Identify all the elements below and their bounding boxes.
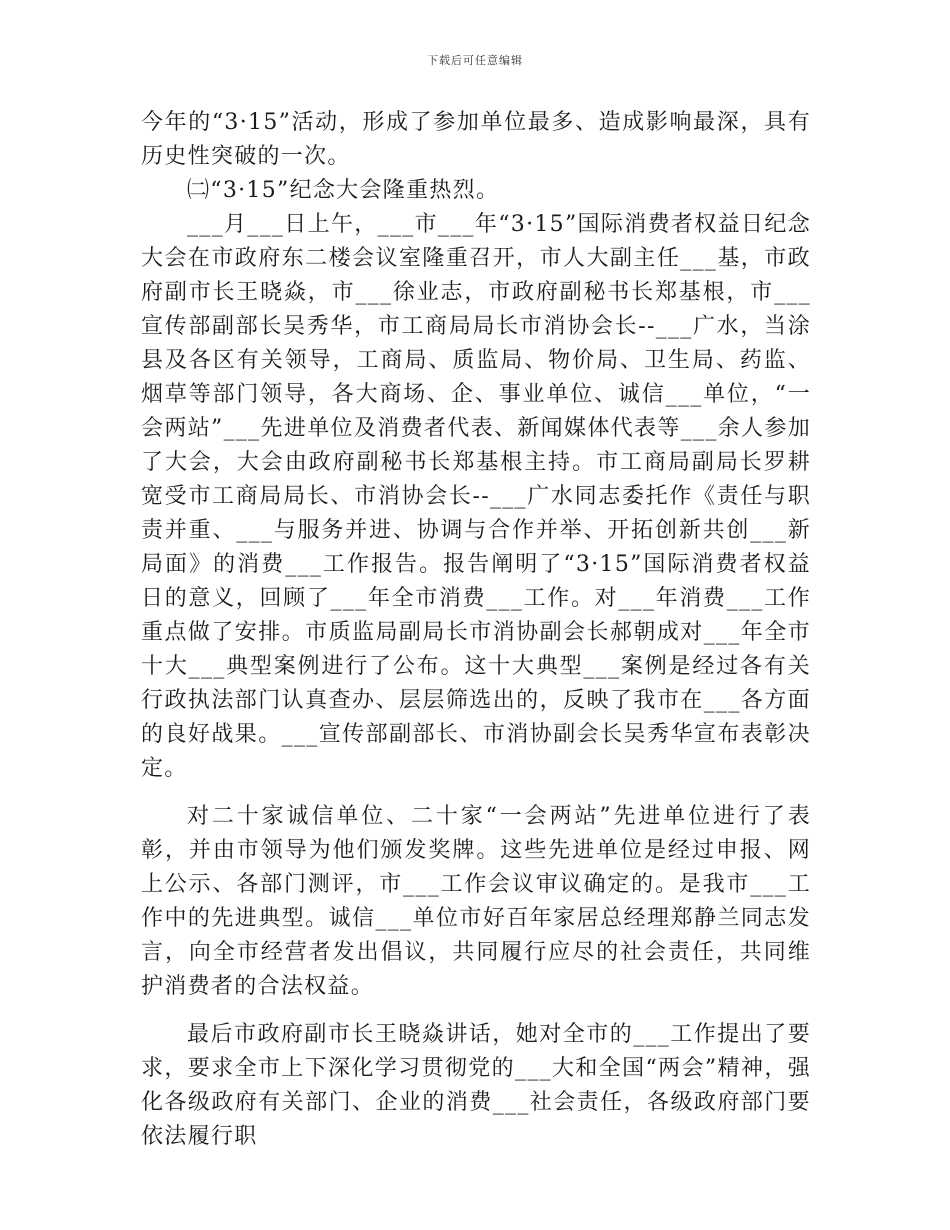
paragraph-5: 最后市政府副市长王晓焱讲话，她对全市的___工作提出了要求，要求全市上下深化学习贯彻党的___大和全国“两会”精神，强化各级政府有关部门、企业的消费___社会责任，各级政府部门要依法履行职 — [141, 1022, 811, 1149]
paragraph-4: 对二十家诚信单位、二十家“一会两站”先进单位进行了表彰，并由市领导为他们颁发奖牌。这些先进单位是经过申报、网上公示、各部门测评，市___工作会议审议确定的。是我市___工作中的先进典型。诚信___单位市好百年家居总经理郑静兰同志发言，向全市经营者发出倡议，共同履行应尽的社会责任，共同维护消费者的合法权益。 — [141, 804, 811, 999]
paragraph-1: 今年的“3·15”活动，形成了参加单位最多、造成影响最深，具有历史性突破的一次。 — [141, 110, 811, 169]
page-header-note: 下载后可任意编辑 — [427, 54, 523, 67]
document-body — [141, 106, 811, 1154]
paragraph-2-section-heading: ㈡“3·15”纪念大会隆重热烈。 — [187, 178, 500, 203]
paragraph-3: ___月___日上午，___市___年“3·15”国际消费者权益日纪念大会在市政府东二楼会议室隆重召开，市人大副主任___基，市政府副市长王晓焱，市___徐业志，市政府副秘书长郑基根，市___宣传部副部长吴秀华，市工商局局长市消协会长--___广水，当涂县及各区有关领导，工商局、质监局、物价局、卫生局、药监、烟草等部门领导，各大商场、企、事业单位、诚信___单位，“一会两站”___先进单位及消费者代表、新闻媒体代表等___余人参加了大会，大会由政府副秘书长郑基根主持。市工商局副局长罗耕宽受市工商局局长、市消协会长--___广水同志委托作《责任与职责并重、___与服务并进、协调与合作并举、开拓创新共创___新局面》的消费___工作报告。报告阐明了“3·15”国际消费者权益日的意义，回顾了___年全市消费___工作。对___年消费___工作重点做了安排。市质监局副局长市消协副会长郝朝成对___年全市十大___典型案例进行了公布。这十大典型___案例是经过各有关行政执法部门认真查办、层层筛选出的，反映了我市在___各方面的良好战果。___宣传部副部长、市消协副会长吴秀华宣布表彰决定。 — [141, 212, 811, 781]
